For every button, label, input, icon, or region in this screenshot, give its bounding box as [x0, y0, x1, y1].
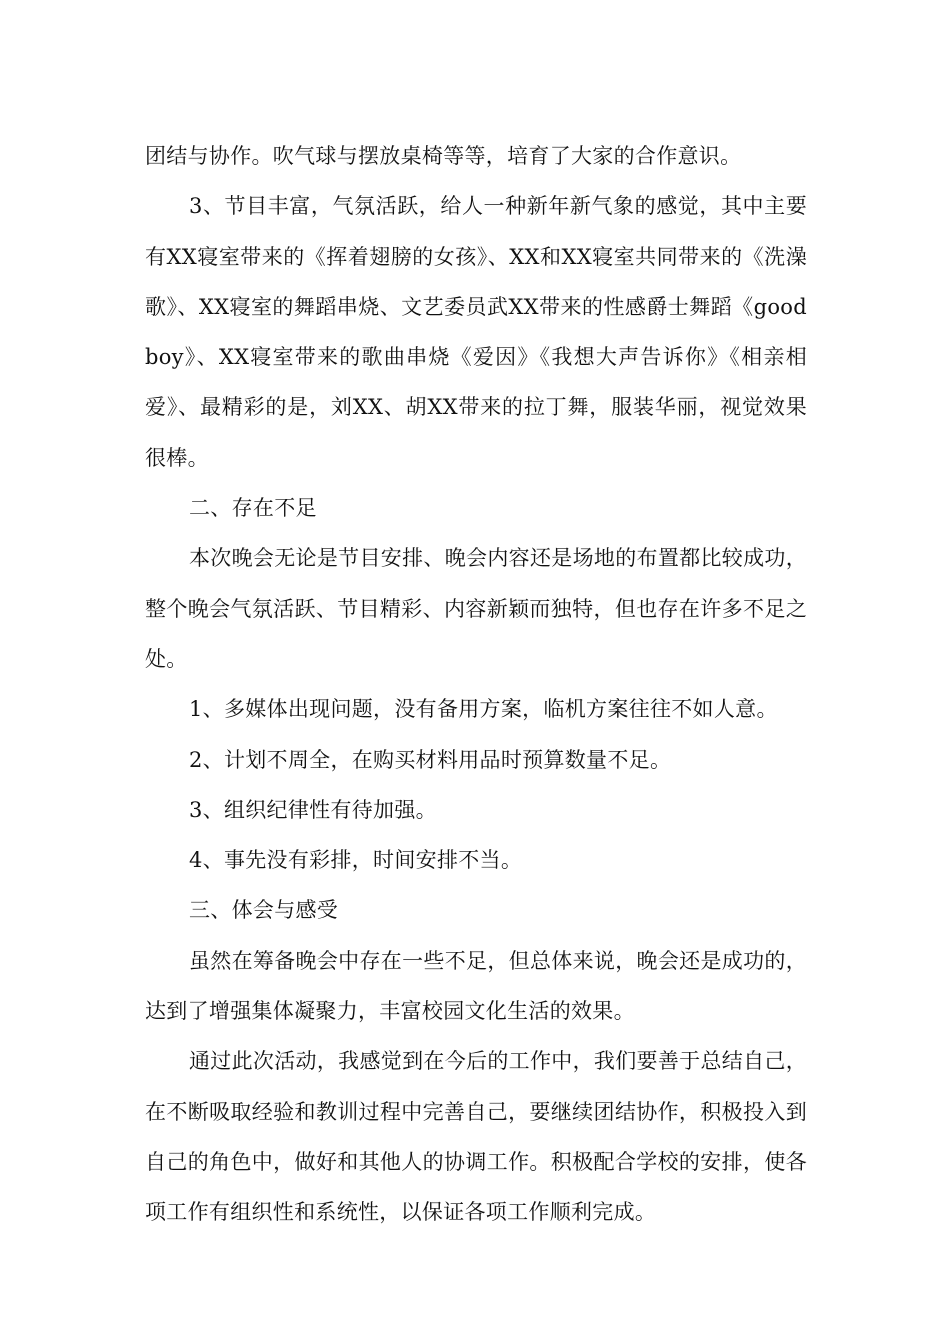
- paragraph-program-highlights: 3、节目丰富，气氛活跃，给人一种新年新气象的感觉，其中主要有XX寝室带来的《挥着翅膀的女孩》、XX和XX寝室共同带来的《洗澡歌》、XX寝室的舞蹈串烧、文艺委员武XX带来的性感爵士舞蹈《goodboy》、XX寝室带来的歌曲串烧《爱因》《我想大声告诉你》《相亲相爱》、最精彩的是，刘XX、胡XX带来的拉丁舞，服装华丽，视觉效果很棒。: [145, 194, 807, 470]
- list-item-rehearsal: 4、事先没有彩排，时间安排不当。: [189, 848, 523, 873]
- paragraph-overall-success: 虽然在筹备晚会中存在一些不足，但总体来说，晚会还是成功的，达到了增强集体凝聚力，丰富校园文化生活的效果。: [145, 948, 807, 1024]
- section-heading-shortcomings: 二、存在不足: [189, 496, 317, 521]
- paragraph-lessons-learned: 通过此次活动，我感觉到在今后的工作中，我们要善于总结自己，在不断吸取经验和教训过程中完善自己，要继续团结协作，积极投入到自己的角色中，做好和其他人的协调工作。积极配合学校的安排，使各项工作有组织性和系统性，以保证各项工作顺利完成。: [145, 1049, 807, 1225]
- list-item-planning: 2、计划不周全，在购买材料用品时预算数量不足。: [189, 747, 672, 772]
- list-item-discipline: 3、组织纪律性有待加强。: [189, 797, 437, 822]
- paragraph-teamwork-continued: 团结与协作。吹气球与摆放桌椅等等，培育了大家的合作意识。: [145, 144, 742, 168]
- section-heading-reflections: 三、体会与感受: [189, 898, 339, 923]
- document-body: [145, 131, 807, 1238]
- list-item-multimedia: 1、多媒体出现问题，没有备用方案，临机方案往往不如人意。: [189, 697, 778, 722]
- paragraph-shortcomings-intro: 本次晚会无论是节目安排、晚会内容还是场地的布置都比较成功，整个晚会气氛活跃、节目精彩、内容新颖而独特，但也存在许多不足之处。: [145, 546, 807, 671]
